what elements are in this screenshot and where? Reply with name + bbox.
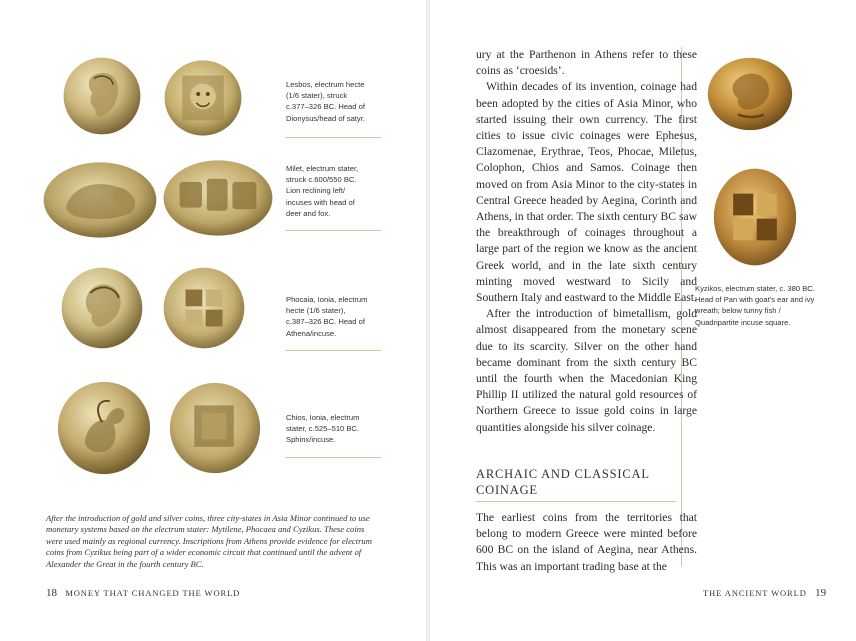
body-text-lower — [476, 510, 697, 575]
figure-caption: After the introduction of gold and silver coins, three city-states in Asia Minor continued to use monetary systems based on the electrum stater: Mytilene, Phocaea and Cyzikus. These coins were used mainly as regional currency. Inscriptions from Athens provide evidence for electrum coins from Cyzikus being part of a wider economic circuit that continued until the advent of Alexander the Great in the fourth century BC. — [46, 513, 372, 569]
page-number: 19 — [815, 587, 827, 599]
section-heading — [476, 466, 676, 498]
running-title: THE ANCIENT WORLD — [703, 588, 807, 598]
coin-caption-milet: Milet, electrum stater, struck c.600/550 BC. Lion reclining left/ incuses with head of deer and fox. — [286, 164, 359, 218]
coin-phocaia-obverse-image — [60, 266, 144, 350]
coin-phocaia-reverse-image — [162, 266, 246, 350]
coin-lesbos-reverse-image — [162, 58, 244, 138]
paragraph: The earliest coins from the territories that belong to modern Greece were minted before 600 BC on the island of Aegina, near Athens. This was an important trading base at the — [476, 511, 697, 573]
coin-caption-kyzikos: Kyzikos, electrum stater, c. 380 BC. Head of Pan with goat’s ear and ivy wreath; below tunny fish / Quadripartite incuse square. — [695, 284, 815, 327]
caption-rule — [285, 457, 381, 458]
coin-chios-reverse-image — [168, 380, 262, 476]
paragraph: ury at the Parthenon in Athens refer to these coins as ‘croesids’. — [476, 48, 697, 78]
coin-milet-reverse-image — [162, 158, 274, 238]
page-number: 18 — [46, 587, 57, 599]
right-page — [430, 0, 856, 641]
body-text-upper — [476, 47, 697, 436]
heading-rule — [476, 501, 676, 502]
section-heading-line-2: COINAGE — [476, 483, 538, 497]
paragraph: After the introduction of bimetallism, gold almost disappeared from the monetary scene due to its scarcity. Silver on the other hand became dominant from the sixth century BC until the fourth when the Macedonian King Phillip II utilized the natural gold resources of Northern Greece to issue gold coins in large quantities alongside his silver coinage. — [476, 307, 697, 434]
right-folio — [703, 587, 826, 599]
coin-milet-obverse-image — [42, 160, 158, 240]
section-heading-line-1: ARCHAIC AND CLASSICAL — [476, 467, 650, 481]
coin-kyzikos-reverse-image — [713, 167, 797, 267]
coin-caption-phocaia: Phocaia, Ionia, electrum hecte (1/6 stater), c.387–326 BC. Head of Athena/incuse. — [286, 295, 368, 338]
coin-chios-obverse-image — [56, 380, 152, 476]
left-folio — [46, 587, 240, 599]
coin-caption-lesbos: Lesbos, electrum hecte (1/6 stater), struck c.377–326 BC. Head of Dionysus/head of satyr. — [286, 80, 365, 123]
coin-caption-chios: Chios, Ionia, electrum stater, c.525–510 BC. Sphinx/incuse. — [286, 413, 360, 445]
caption-rule — [285, 350, 381, 351]
coin-kyzikos-obverse-image — [707, 57, 793, 131]
coin-lesbos-obverse-image — [60, 56, 144, 136]
running-title: MONEY THAT CHANGED THE WORLD — [65, 588, 241, 598]
caption-rule — [285, 137, 381, 138]
caption-rule — [285, 230, 381, 231]
paragraph: Within decades of its invention, coinage had been adopted by the cities of Asia Minor, who started issuing their own currency. The first cities to issue civic coinages were Ephesus, Clazomenae, Erythrae, Teos, Phocae, Miletus, Colophon, Chios and Samos. Coinage then moved on from Asia Minor to the city-states in Central Greece headed by Aegina, Corinth and Athens, in that order. The sixth century BC saw the breakthrough of coinages throughout a large part of the region we know as the ancient Greek world, and in the late sixth century minting moved westward to Sicily and Southern Italy and eastward to the Middle East. — [476, 80, 697, 305]
left-page — [0, 0, 426, 641]
